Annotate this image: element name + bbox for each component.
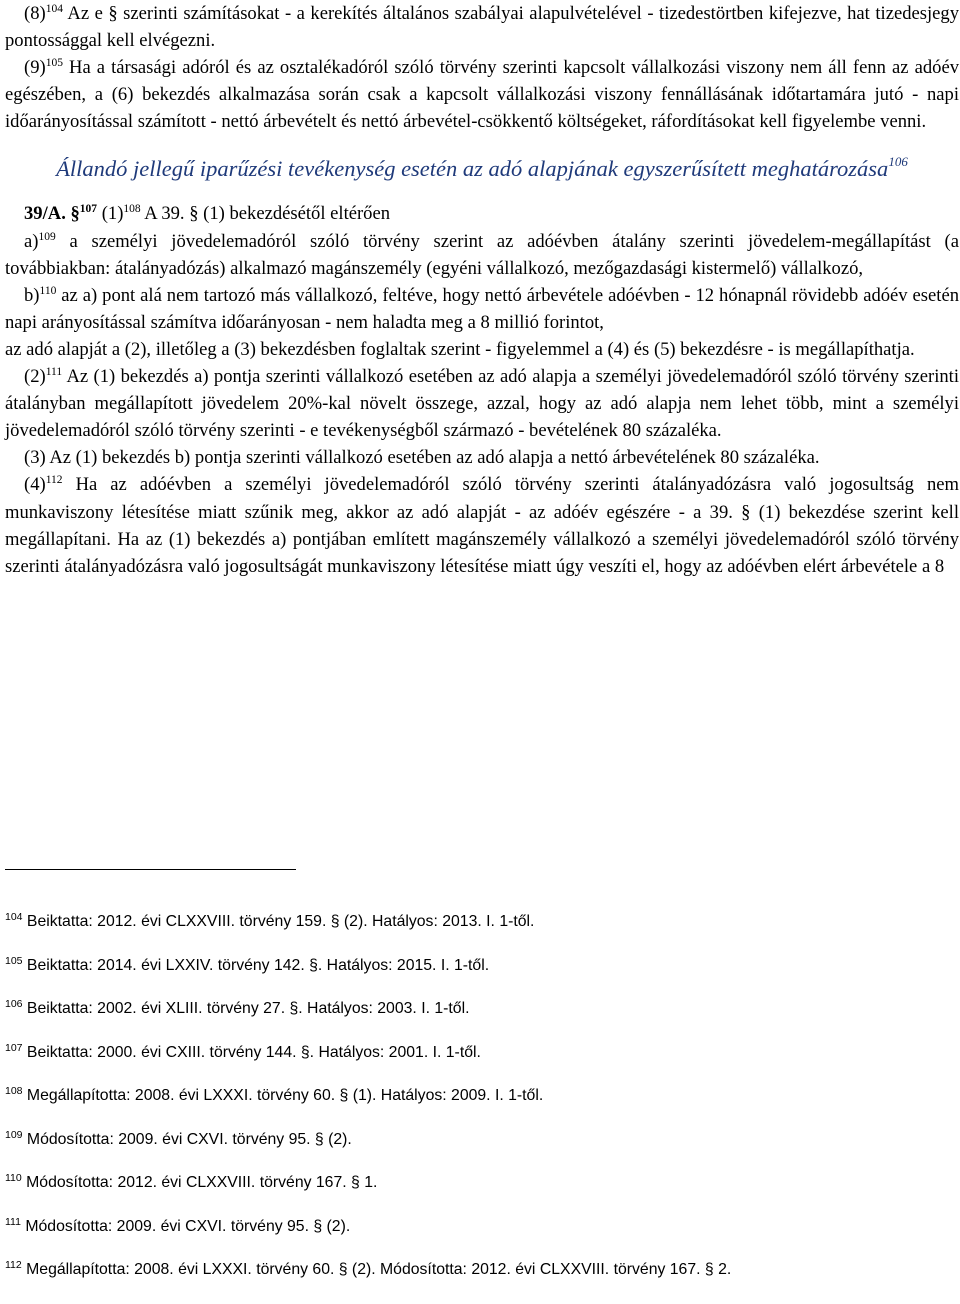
point-label: b) (24, 284, 40, 306)
footnote-number: 110 (5, 1172, 22, 1184)
section-39a-paragraph-1 (5, 200, 959, 227)
footnote-111 (5, 1217, 959, 1261)
footnote-text: Beiktatta: 2000. évi CXIII. törvény 144. §. Hatályos: 2001. I. 1-től. (26, 1043, 481, 1061)
paragraph-number: (3) (24, 447, 46, 469)
paragraph-number: (4) (24, 474, 46, 496)
point-a (5, 228, 959, 282)
footnote-105 (5, 956, 959, 1000)
section-sign: § (70, 203, 80, 225)
paragraph-number: (9) (24, 57, 46, 79)
section-label: 39/A. (24, 203, 66, 225)
footnote-ref[interactable]: 110 (39, 284, 57, 297)
point-label: a) (24, 230, 39, 252)
footnote-text: Módosította: 2009. évi CXVI. törvény 95. § (2). (26, 1130, 352, 1148)
paragraph-text: Ha a társasági adóról és az osztalékadóról szóló törvény szerinti kapcsolt vállalkozási viszony nem áll fenn az adóév egészében, a (6) bekezdés alkalmazása során csak a kapcsolt vállalkozási viszony fennállásának időtartamára jutó - napi időarányosítással számított - nettó árbevételt és nettó árbevétel-csökkentő költségeket, ráfordításokat kell figyelembe venni. (5, 57, 959, 133)
paragraph-2 (5, 363, 959, 444)
footnote-number: 107 (5, 1041, 23, 1054)
footnote-number: 112 (5, 1259, 22, 1271)
footnote-number: 105 (5, 954, 23, 967)
footnote-106 (5, 999, 959, 1043)
point-text: az a) pont alá nem tartozó más vállalkozó, feltéve, hogy nettó árbevétele adóévben - 12 hónapnál rövidebb adóév esetén napi arányosítással számítva időarányosan - nem haladta meg a 8 millió forintot, (5, 284, 959, 333)
paragraph-number: (8) (24, 3, 46, 24)
paragraph-4 (5, 471, 959, 579)
footnote-text: Beiktatta: 2014. évi LXXIV. törvény 142. §. Hatályos: 2015. I. 1-től. (26, 956, 490, 974)
footnote-ref[interactable]: 107 (79, 203, 98, 216)
footnote-number: 104 (5, 911, 23, 923)
footnote-ref[interactable]: 109 (38, 230, 56, 243)
footnote-ref[interactable]: 106 (888, 154, 908, 170)
footnote-ref[interactable]: 105 (45, 57, 63, 70)
footnote-number: 111 (5, 1215, 21, 1228)
footnote-ref[interactable]: 104 (45, 3, 63, 15)
point-text: a személyi jövedelemadóról szóló törvény szerint az adóévben átalány szerinti jövedelem-megállapítást (a továbbiakban: átalányadózás) alkalmazó magánszemély (egyéni vállalkozó, mezőgazdasági kistermelő) vállalkozó, (5, 230, 959, 279)
footnote-text: Megállapította: 2008. évi LXXXI. törvény 60. § (1). Hatályos: 2009. I. 1-től. (26, 1087, 544, 1104)
footnote-text: Megállapította: 2008. évi LXXXI. törvény 60. § (2). Módosította: 2012. évi CLXXVIII. törvény 167. § 2. (26, 1261, 732, 1278)
footnote-text: Módosította: 2009. évi CXVI. törvény 95. § (2). (25, 1217, 351, 1235)
section-intro: A 39. § (1) bekezdésétől eltérően (144, 203, 391, 225)
paragraph-9 (5, 54, 959, 135)
footnote-number: 109 (5, 1128, 23, 1141)
paragraph-8 (5, 0, 959, 54)
footnote-104 (5, 912, 959, 956)
section-heading (5, 152, 959, 185)
section-closing: az adó alapját a (2), illetőleg a (3) bekezdésben foglaltak szerint - figyelemmel a (4) és (5) bekezdésre - is megállapíthatja. (5, 338, 915, 360)
paragraph-number: (1) (101, 203, 124, 225)
document-page (5, 0, 959, 1278)
paragraph-number: (2) (24, 366, 46, 388)
footnote-text: Beiktatta: 2002. évi XLIII. törvény 27. §. Hatályos: 2003. I. 1-től. (26, 1000, 470, 1017)
footnote-text: Beiktatta: 2012. évi CLXXVIII. törvény 159. § (2). Hatályos: 2013. I. 1-től. (26, 913, 535, 930)
paragraph-3 (5, 444, 959, 471)
footnote-ref[interactable]: 111 (45, 366, 63, 379)
point-b (5, 282, 959, 336)
footnote-number: 106 (5, 998, 23, 1010)
footnote-109 (5, 1130, 959, 1174)
footnote-108 (5, 1086, 959, 1130)
footnote-110 (5, 1173, 959, 1217)
paragraph-text: Az e § szerinti számításokat - a kerekítés általános szabályai alapulvételével - tizedestörtben kifejezve, hat tizedesjegy pontossággal kell elvégezni. (5, 3, 959, 52)
footnote-text: Módosította: 2012. évi CLXXVIII. törvény 167. § 1. (26, 1174, 378, 1191)
paragraph-text: Ha az adóévben a személyi jövedelemadóról szóló törvény szerinti átalányadózásra való jogosultság nem munkaviszony létesítése miatt szűnik meg, akkor az adó alapját - az adóév egészére - a 39. § (1) bekezdése szerint kell megállapítani. Ha az (1) bekezdés a) pontjában említett magánszemély vállalkozó a személyi jövedelemadóról szóló törvény szerinti átalányadózásra való jogosultságát munkaviszony létesítése miatt úgy veszíti el, hogy az adóévben elért árbevétele a 8 (5, 474, 959, 577)
paragraph-text: Az (1) bekezdés b) pontja szerinti vállalkozó esetében az adó alapja a nettó árbevételének 80 százaléka. (49, 447, 820, 469)
footnote-107 (5, 1043, 959, 1087)
footnote-number: 108 (5, 1085, 23, 1097)
footnote-112 (5, 1260, 959, 1304)
footnote-ref[interactable]: 108 (123, 203, 141, 216)
footnote-divider (5, 869, 296, 870)
footnotes (5, 912, 959, 1304)
footnote-ref[interactable]: 112 (45, 474, 63, 487)
section-heading-text: Állandó jellegű iparűzési tevékenység esetén az adó alapjának egyszerűsített meghatározása (56, 156, 889, 182)
paragraph-text: Az (1) bekezdés a) pontja szerinti vállalkozó esetében az adó alapja a személyi jövedelemadóról szóló törvény szerinti átalányban megállapított jövedelem 20%-kal növelt összege, azzal, hogy az adó alapja nem lehet több, mint a személyi jövedelemadóról szóló törvény szerinti - e tevékenységből származó - bevételének 80 százaléka. (5, 366, 959, 442)
